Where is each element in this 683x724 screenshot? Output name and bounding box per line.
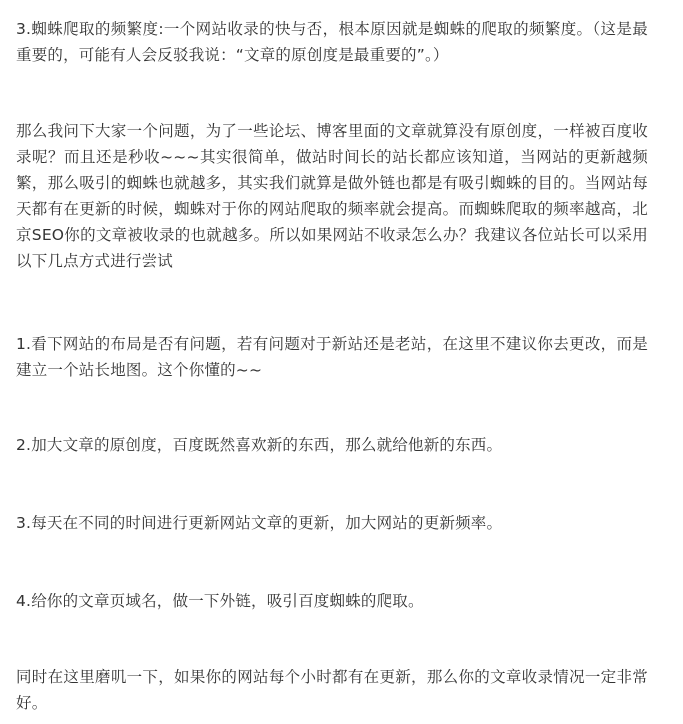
- paragraph-crawl-frequency: 3.蜘蛛爬取的频繁度:一个网站收录的快与否，根本原因就是蜘蛛的爬取的频繁度。（这是最重要的，可能有人会反驳我说：“文章的原创度是最重要的”。）: [16, 20, 648, 64]
- paragraph-tip-3: 3.每天在不同的时间进行更新网站文章的更新，加大网站的更新频率。: [16, 514, 503, 532]
- paragraph-explanation: 那么我问下大家一个问题，为了一些论坛、博客里面的文章就算没有原创度，一样被百度收录呢？而且还是秒收~~~其实很简单，做站时间长的站长都应该知道，当网站的更新越频繁，那么吸引的蜘蛛也就越多，其实我们就算是做外链也都是有吸引蜘蛛的目的。当网站每天都有在更新的时候，蜘蛛对于你的网站爬取的频率就会提高。而蜘蛛爬取的频率越高，北京SEO你的文章被收录的也就越多。所以如果网站不收录怎么办？我建议各位站长可以采用以下几点方式进行尝试: [16, 122, 648, 270]
- paragraph-tip-1: 1.看下网站的布局是否有问题，若有问题对于新站还是老站，在这里不建议你去更改，而是建立一个站长地图。这个你懂的~~: [16, 335, 648, 379]
- paragraph-tip-4: 4.给你的文章页域名，做一下外链，吸引百度蜘蛛的爬取。: [16, 592, 424, 610]
- paragraph-tip-2: 2.加大文章的原创度，百度既然喜欢新的东西，那么就给他新的东西。: [16, 436, 503, 454]
- paragraph-closing: 同时在这里磨叽一下，如果你的网站每个小时都有在更新，那么你的文章收录情况一定非常好。: [16, 668, 648, 712]
